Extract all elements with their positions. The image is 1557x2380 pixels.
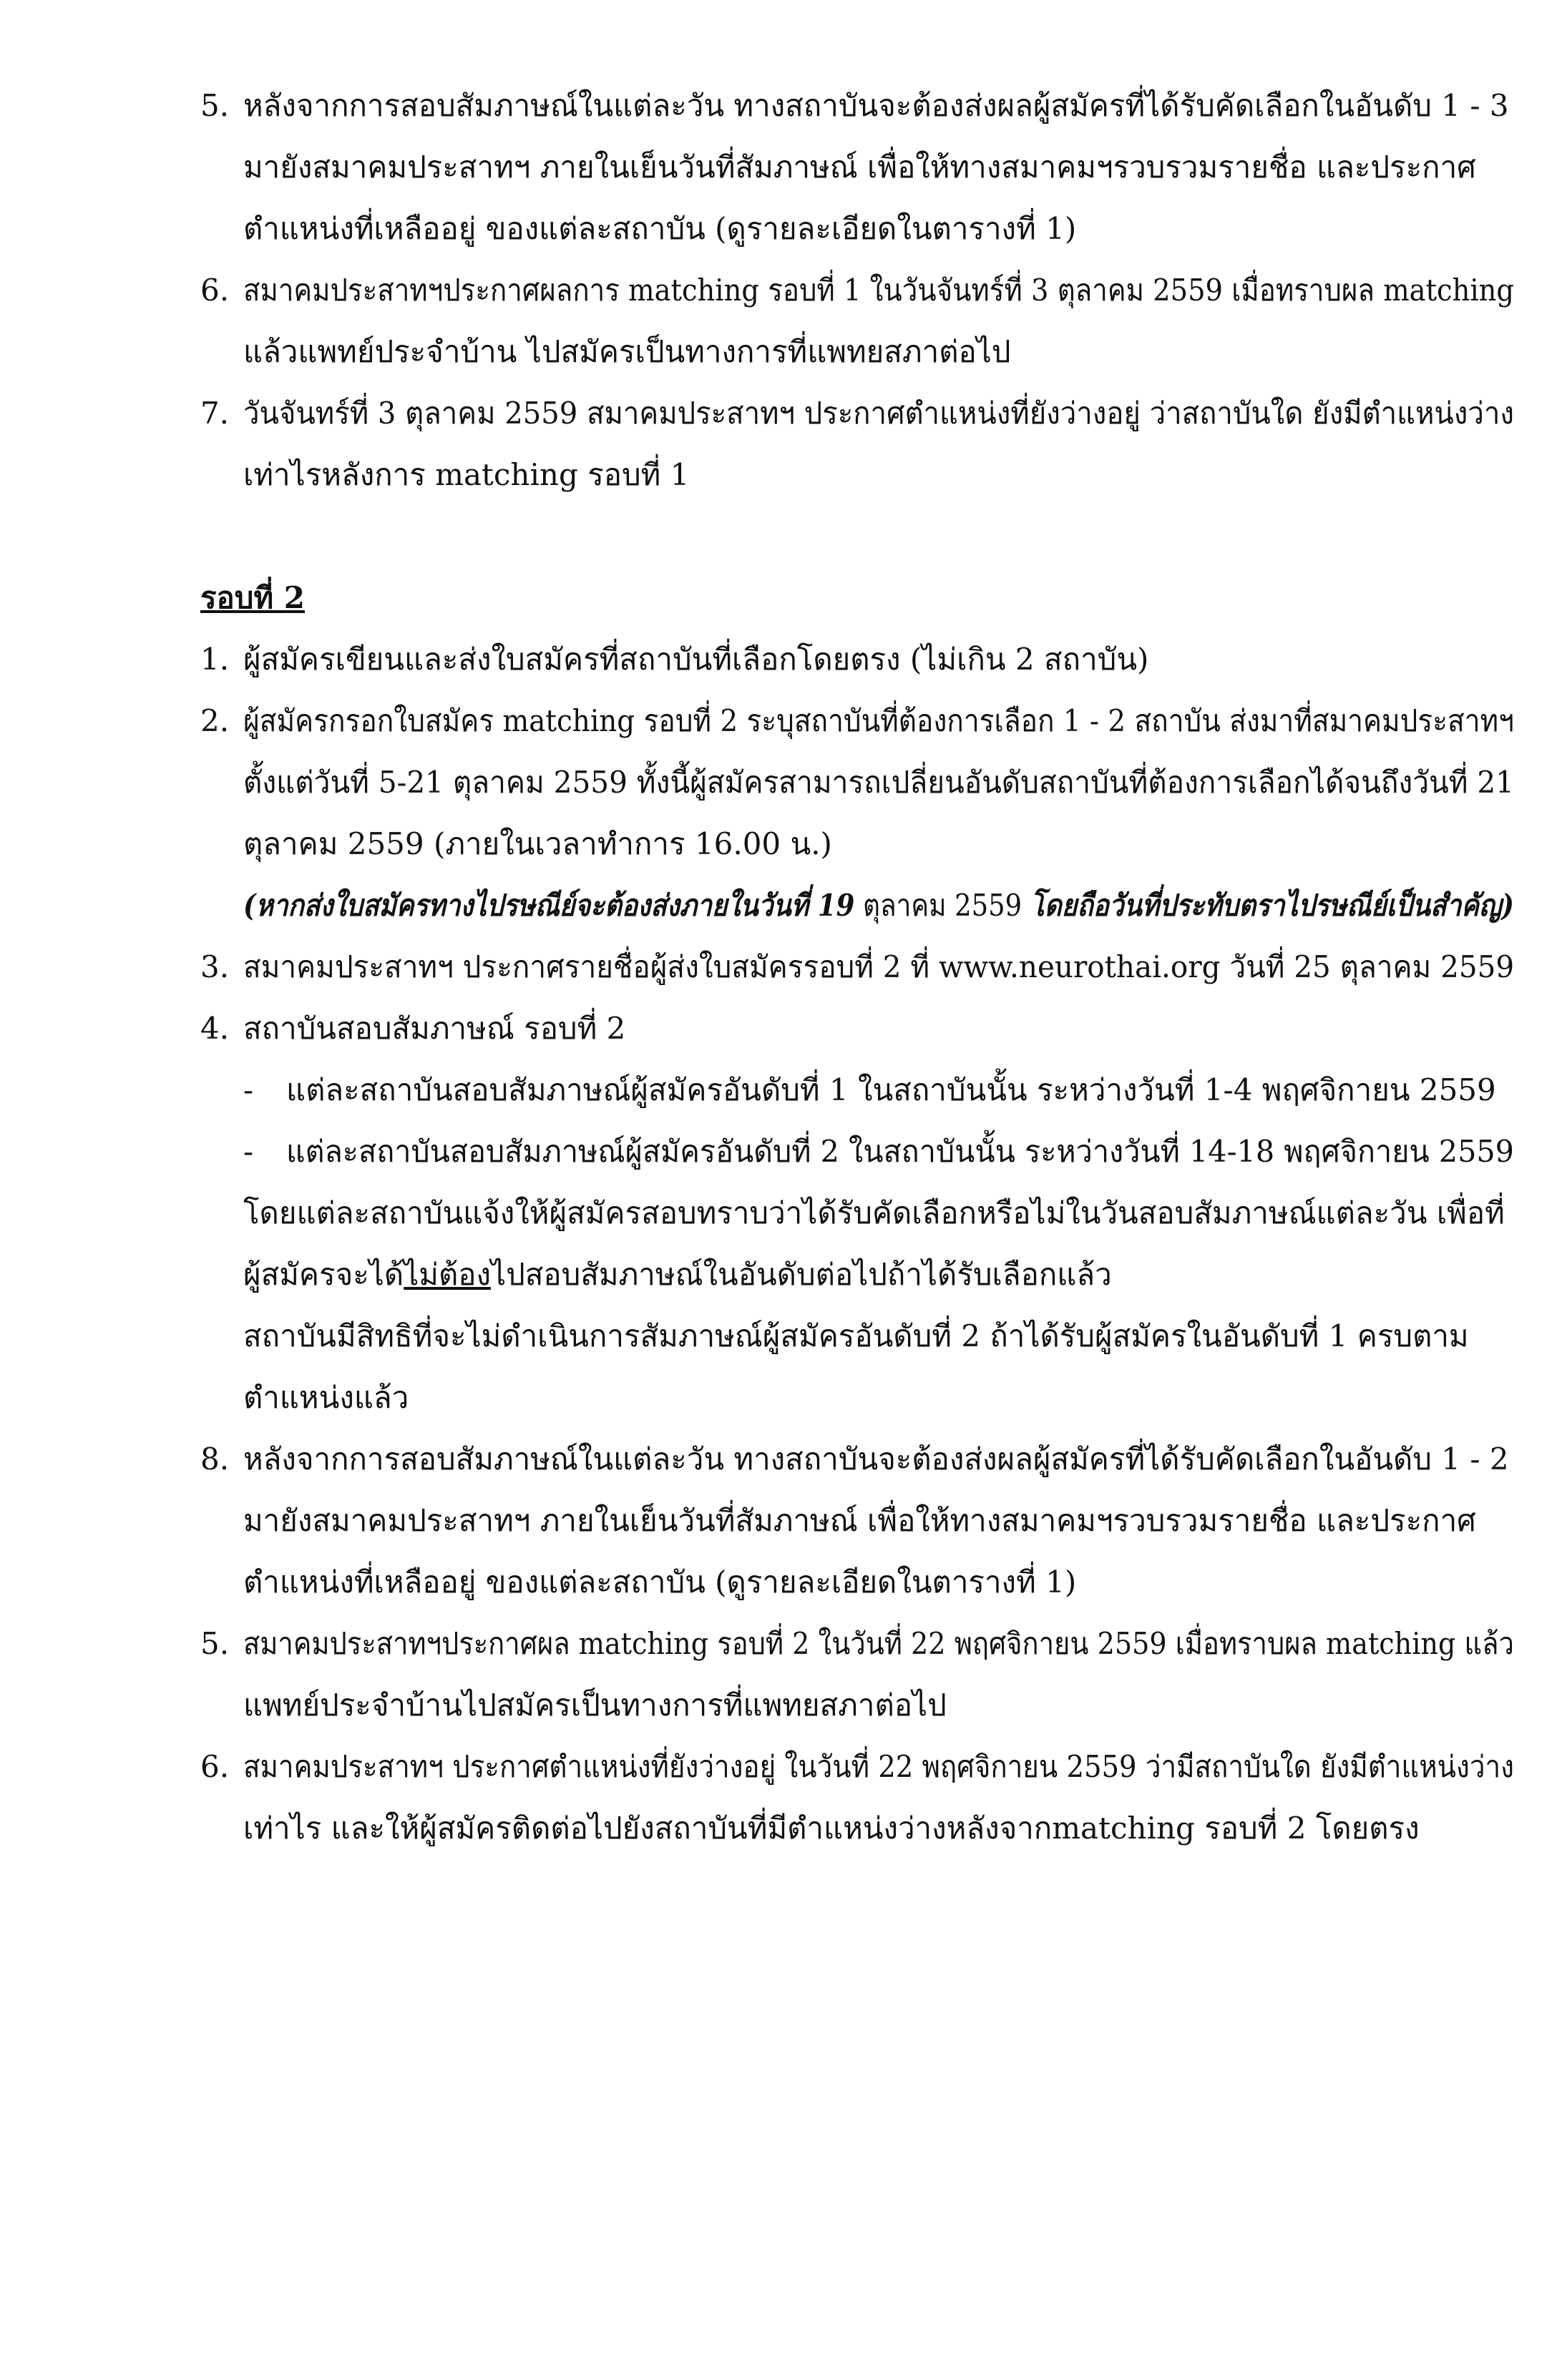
list-item-number: 1. bbox=[200, 642, 230, 677]
bullet-text: แต่ละสถาบันสอบสัมภาษณ์ผู้สมัครอันดับที่ 1 ในสถาบันนั้น ระหว่างวันที่ 1-4 พฤศจิกายน 2559 bbox=[286, 1072, 1496, 1107]
bullet-dash: - bbox=[243, 1134, 254, 1169]
list-item-number: 2. bbox=[200, 703, 230, 738]
list-item-text: มายังสมาคมประสาทฯ ภายในเย็นวันที่สัมภาษณ์ เพื่อให้ทางสมาคมฯรวบรวมรายชื่อ และประกาศ bbox=[243, 1503, 1476, 1538]
paragraph-text: สถาบันมีสิทธิที่จะไม่ดำเนินการสัมภาษณ์ผู้สมัครอันดับที่ 2 ถ้าได้รับผู้สมัครในอันดับที่ 1 ครบตาม bbox=[243, 1318, 1469, 1353]
list-item-number: 5. bbox=[200, 88, 230, 123]
list-item-text: ผู้สมัครเขียนและส่งใบสมัครที่สถาบันที่เลือกโดยตรง (ไม่เกิน 2 สถาบัน) bbox=[243, 642, 1149, 677]
paragraph-text: โดยแต่ละสถาบันแจ้งให้ผู้สมัครสอบทราบว่าได้รับคัดเลือกหรือไม่ในวันสอบสัมภาษณ์แต่ละวัน เพื่อที่ bbox=[243, 1195, 1505, 1230]
postal-note-part1: (หากส่งใบสมัครทางไปรษณีย์จะต้องส่งภายในวันที่ 19 bbox=[243, 888, 855, 923]
list-item-text: ผู้สมัครกรอกใบสมัคร matching รอบที่ 2 ระบุสถาบันที่ต้องการเลือก 1 - 2 สถาบัน ส่งมาที่สมาคมประสาทฯ bbox=[243, 703, 1514, 738]
list-item-number: 4. bbox=[200, 1011, 230, 1046]
list-item-text: สมาคมประสาทฯ ประกาศรายชื่อผู้ส่งใบสมัครรอบที่ 2 ที่ www.neurothai.org วันที่ 25 ตุลาคม 2559 bbox=[243, 949, 1515, 984]
list-item-text: แล้วแพทย์ประจำบ้าน ไปสมัครเป็นทางการที่แพทยสภาต่อไป bbox=[243, 334, 1011, 369]
list-item-number: 6. bbox=[200, 273, 230, 308]
list-item-text: ตำแหน่งที่เหลืออยู่ ของแต่ละสถาบัน (ดูรายละเอียดในตารางที่ 1) bbox=[243, 1564, 1077, 1600]
postal-note-part3: โดยถือวันที่ประทับตราไปรษณีย์เป็นสำคัญ) bbox=[1030, 888, 1514, 923]
list-item-text: หลังจากการสอบสัมภาษณ์ในแต่ละวัน ทางสถาบันจะต้องส่งผลผู้สมัครที่ได้รับคัดเลือกในอันดับ 1 - 2 bbox=[243, 1441, 1509, 1477]
list-item-text: หลังจากการสอบสัมภาษณ์ในแต่ละวัน ทางสถาบันจะต้องส่งผลผู้สมัครที่ได้รับคัดเลือกในอันดับ 1 - 3 bbox=[243, 88, 1509, 123]
postal-note bbox=[243, 884, 1514, 927]
list-item-text: มายังสมาคมประสาทฯ ภายในเย็นวันที่สัมภาษณ์ เพื่อให้ทางสมาคมฯรวบรวมรายชื่อ และประกาศ bbox=[243, 150, 1476, 185]
section-heading: รอบที่ 2 bbox=[200, 580, 305, 615]
list-item-number: 5. bbox=[200, 1626, 230, 1661]
list-item-text: สมาคมประสาทฯประกาศผล matching รอบที่ 2 ในวันที่ 22 พฤศจิกายน 2559 เมื่อทราบผล matching แล้ว bbox=[243, 1626, 1514, 1661]
list-item-text: ตุลาคม 2559 (ภายในเวลาทำการ 16.00 น.) bbox=[243, 826, 832, 861]
list-item-text: วันจันทร์ที่ 3 ตุลาคม 2559 สมาคมประสาทฯ ประกาศตำแหน่งที่ยังว่างอยู่ ว่าสถาบันใด ยังมีตำแหน่งว่าง bbox=[243, 396, 1514, 431]
list-item-number: 3. bbox=[200, 949, 230, 984]
list-item-text: สมาคมประสาทฯ ประกาศตำแหน่งที่ยังว่างอยู่ ในวันที่ 22 พฤศจิกายน 2559 ว่ามีสถาบันใด ยังมีตำแหน่งว่าง bbox=[243, 1749, 1514, 1784]
paragraph-text bbox=[243, 1253, 1112, 1296]
list-item-text: สมาคมประสาทฯประกาศผลการ matching รอบที่ 1 ในวันจันทร์ที่ 3 ตุลาคม 2559 เมื่อทราบผล matching bbox=[243, 273, 1515, 308]
list-item-number: 7. bbox=[200, 396, 230, 431]
list-item-number: 8. bbox=[200, 1441, 230, 1477]
paragraph-segment: ไปสอบสัมภาษณ์ในอันดับต่อไปถ้าได้รับเลือกแล้ว bbox=[490, 1257, 1112, 1292]
postal-note-part2: ตุลาคม 2559 bbox=[854, 888, 1030, 923]
list-item-text: เท่าไรหลังการ matching รอบที่ 1 bbox=[243, 457, 690, 492]
list-item-text: ตำแหน่งที่เหลืออยู่ ของแต่ละสถาบัน (ดูรายละเอียดในตารางที่ 1) bbox=[243, 211, 1077, 246]
list-item-text: สถาบันสอบสัมภาษณ์ รอบที่ 2 bbox=[243, 1011, 626, 1046]
list-item-text: แพทย์ประจำบ้านไปสมัครเป็นทางการที่แพทยสภาต่อไป bbox=[243, 1688, 947, 1723]
paragraph-text: ตำแหน่งแล้ว bbox=[243, 1380, 409, 1415]
bullet-text: แต่ละสถาบันสอบสัมภาษณ์ผู้สมัครอันดับที่ 2 ในสถาบันนั้น ระหว่างวันที่ 14-18 พฤศจิกายน 2559 bbox=[286, 1134, 1514, 1169]
list-item-text: เท่าไร และให้ผู้สมัครติดต่อไปยังสถาบันที่มีตำแหน่งว่างหลังจากmatching รอบที่ 2 โดยตรง bbox=[243, 1811, 1420, 1846]
paragraph-segment: ผู้สมัครจะได้ bbox=[243, 1257, 404, 1292]
underlined-emphasis: ไม่ต้อง bbox=[404, 1257, 491, 1292]
list-item-number: 6. bbox=[200, 1749, 230, 1784]
bullet-dash: - bbox=[243, 1072, 254, 1107]
list-item-text: ตั้งแต่วันที่ 5-21 ตุลาคม 2559 ทั้งนี้ผู้สมัครสามารถเปลี่ยนอันดับสถาบันที่ต้องการเลือกได้จนถึงวันที่ 21 bbox=[243, 765, 1515, 800]
